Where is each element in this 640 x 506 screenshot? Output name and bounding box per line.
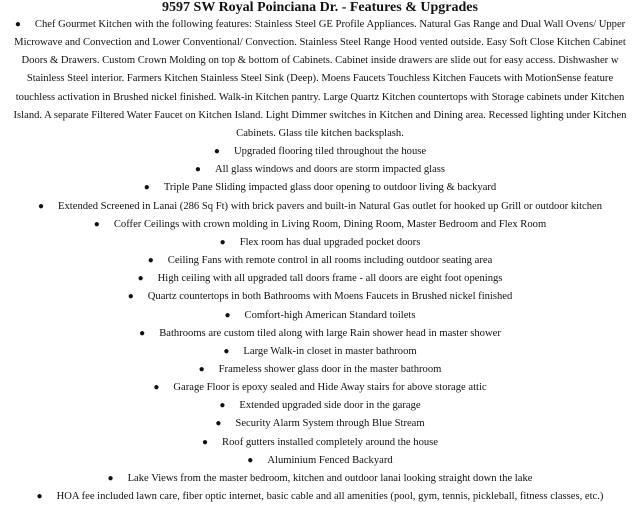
feature-item <box>4 488 636 506</box>
feature-text: Frameless shower glass door in the master bathroom <box>218 363 442 375</box>
feature-text: Roof gutters installed completely around the house <box>222 436 438 448</box>
feature-item <box>4 179 636 197</box>
feature-item <box>4 452 636 470</box>
bullet-icon: ● <box>143 182 150 194</box>
feature-item <box>4 252 636 270</box>
bullet-icon: ● <box>147 255 154 267</box>
bullet-icon: ● <box>215 418 222 430</box>
feature-text: Garage Floor is epoxy sealed and Hide Away stairs for above storage attic <box>173 382 487 394</box>
feature-text: Lake Views from the master bedroom, kitchen and outdoor lanai looking straight down the lake <box>127 472 533 484</box>
bullet-icon: ● <box>219 236 226 248</box>
feature-text: Extended Screened in Lanai (286 Sq Ft) with brick pavers and built-in Natural Gas outlet for hooked up Grill or outdoor kitchen <box>58 200 603 212</box>
bullet-icon: ● <box>139 327 146 339</box>
bullet-icon: ● <box>213 146 220 158</box>
feature-text: Upgraded flooring tiled throughout the house <box>233 146 427 158</box>
feature-item <box>4 470 636 488</box>
feature-text: Bathrooms are custom tiled along with large Rain shower head in master shower <box>159 327 501 339</box>
bullet-icon: ● <box>153 382 160 394</box>
bullet-icon: ● <box>107 472 114 484</box>
bullet-icon: ● <box>224 309 231 321</box>
feature-item <box>4 434 636 452</box>
feature-text: Extended upgraded side door in the garage <box>239 400 421 412</box>
bullet-icon: ● <box>137 273 144 285</box>
feature-text: Triple Pane Sliding impacted glass door opening to outdoor living & backyard <box>163 182 497 194</box>
bullet-icon: ● <box>36 491 43 503</box>
feature-text: All glass windows and doors are storm impacted glass <box>214 164 446 176</box>
feature-text: Aluminium Fenced Backyard <box>267 454 393 466</box>
bullet-icon: ● <box>93 218 100 230</box>
feature-text: Flex room has dual upgraded pocket doors <box>239 236 421 248</box>
feature-text: High ceiling with all upgraded tall doors frame - all doors are eight foot openings <box>157 273 503 285</box>
feature-item <box>4 325 636 343</box>
bullet-icon: ● <box>247 454 254 466</box>
feature-text: Coffer Ceilings with crown molding in Living Room, Dining Room, Master Bedroom and Flex Room <box>113 218 547 230</box>
bullet-icon: ● <box>219 400 226 412</box>
features-list <box>4 16 636 506</box>
feature-text: Chef Gourmet Kitchen with the following features: Stainless Steel GE Profile Appliances. Natural Gas Range and Dual Wall Ovens/ Upper Microwave and Convection and Lower Conventional/ Convection. Stainless Steel Range Hood vented outside. Easy Soft Close Kitchen Cabinet Doors & Drawers. Custom Crown Molding on top & bottom of Cabinets. Cabinet inside drawers are slide out for easy access. Dishwasher w Stainless Steel interior. Farmers Kitchen Stainless Steel Sink (Deep). Moens Faucets Touchless Kitchen Faucets with MotionSense feature touchless activation in Brushed nickel finished. Walk-in Kitchen pantry. Large Quartz Kitchen countertops with Storage cabinets under Kitchen Island. A separate Filtered Water Faucet on Kitchen Island. Light Dimmer switches in Kitchen and Dining area. Recessed lighting under Kitchen Cabinets. Glass tile kitchen backsplash. <box>13 19 627 139</box>
page-title: 9597 SW Royal Poinciana Dr. - Features & Upgrades <box>162 0 478 15</box>
feature-item <box>4 415 636 433</box>
feature-text: Quartz countertops in both Bathrooms with Moens Faucets in Brushed nickel finished <box>147 291 513 303</box>
feature-item <box>4 161 636 179</box>
feature-item <box>4 361 636 379</box>
feature-item <box>4 270 636 288</box>
feature-item <box>4 216 636 234</box>
bullet-icon: ● <box>127 291 134 303</box>
feature-item <box>4 307 636 325</box>
feature-text: HOA fee included lawn care, fiber optic internet, basic cable and all amenities (pool, gym, tennis, pickleball, fitness classes, etc.) <box>56 491 604 503</box>
feature-item <box>4 288 636 306</box>
feature-text: Ceiling Fans with remote control in all rooms including outdoor seating area <box>167 255 493 267</box>
feature-text: Comfort-high American Standard toilets <box>244 309 416 321</box>
bullet-icon: ● <box>194 164 201 176</box>
bullet-icon: ● <box>198 363 205 375</box>
feature-item <box>4 343 636 361</box>
feature-item <box>4 397 636 415</box>
feature-text: Large Walk-in closet in master bathroom <box>243 345 417 357</box>
bullet-icon: ● <box>223 345 230 357</box>
feature-text: Security Alarm System through Blue Stream <box>235 418 425 430</box>
feature-item <box>4 143 636 161</box>
feature-item <box>4 16 636 143</box>
feature-item <box>4 379 636 397</box>
feature-item <box>4 198 636 216</box>
bullet-icon: ● <box>202 436 209 448</box>
feature-item <box>4 234 636 252</box>
bullet-icon: ● <box>37 200 45 212</box>
bullet-icon: ● <box>14 19 21 30</box>
